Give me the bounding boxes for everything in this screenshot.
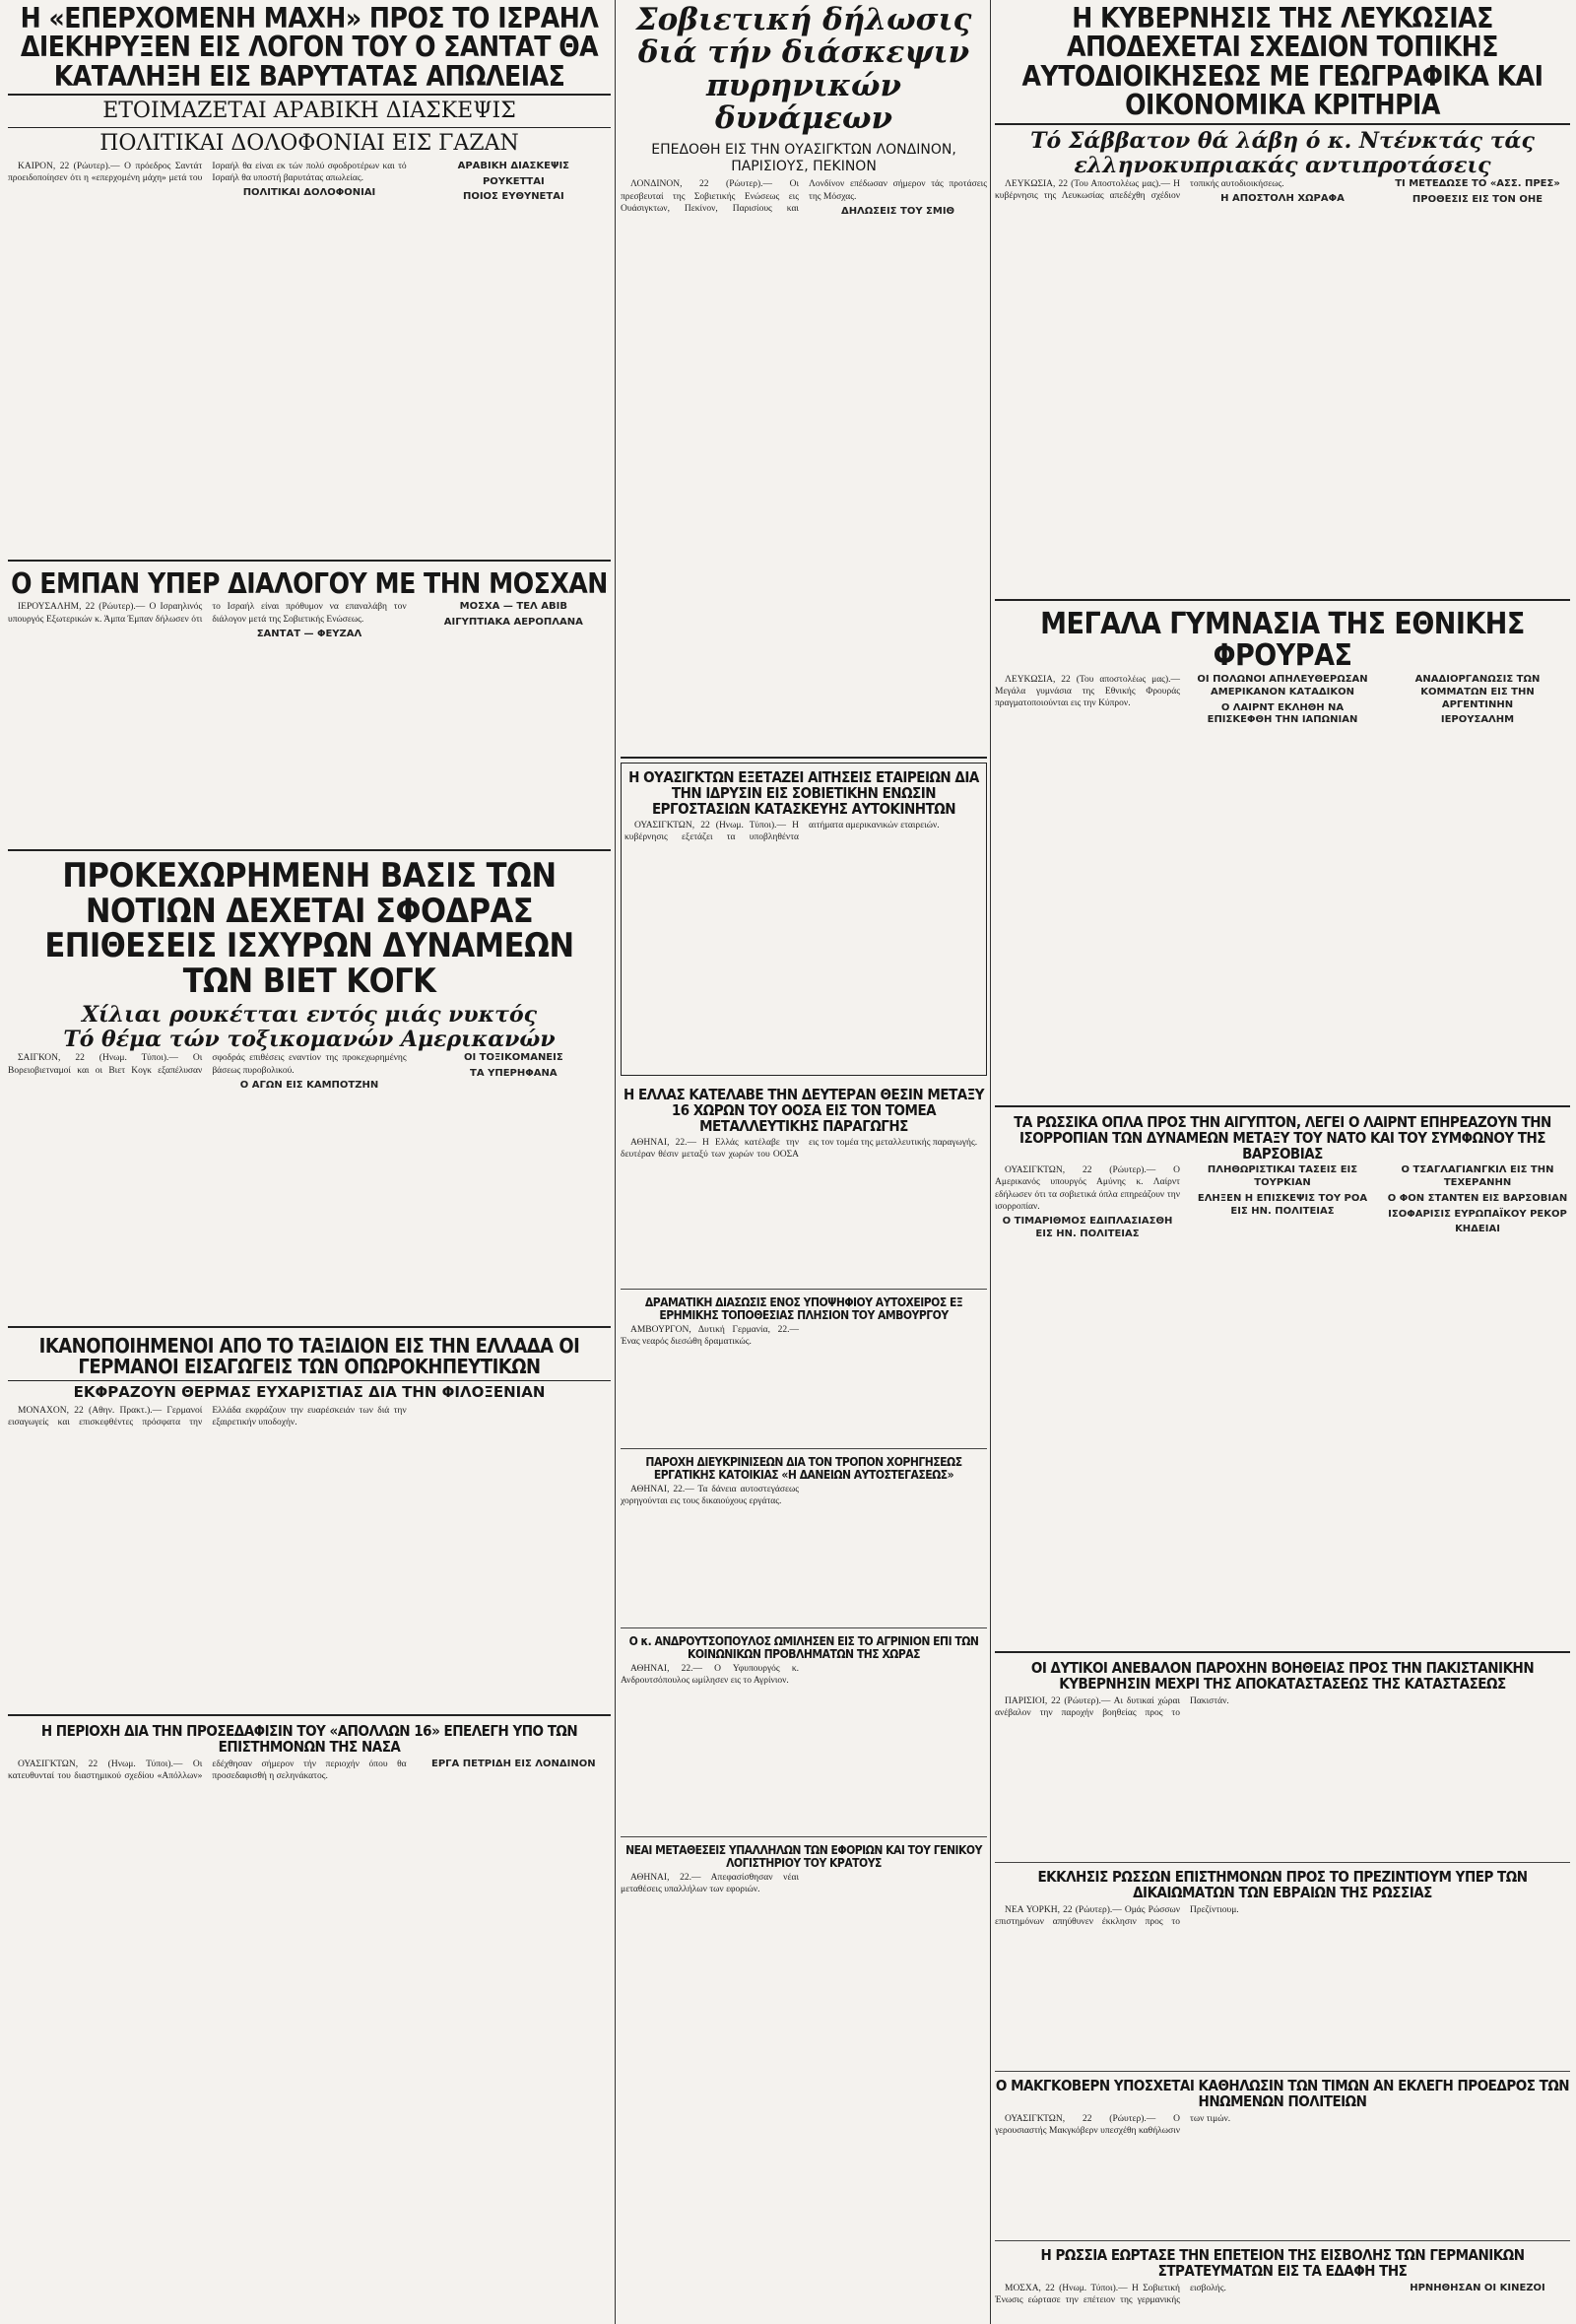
section-kicker: ΟΙ ΤΟΞΙΚΟΜΑΝΕΙΣ (463, 1052, 563, 1064)
right-column (995, 0, 1570, 2324)
article-body (995, 674, 1570, 1097)
section-kicker: ΤΑ ΥΠΕΡΗΦΑΝΑ (470, 1068, 558, 1080)
dateline: ΙΕΡΟΥΣΑΛΗΜ, 22 (Ρώυτερ).— Ο Ισραηλινός υπουργός Εξωτερικών κ. Άμπα Έμπαν δήλωσεν ότι το Ισραήλ είναι πρόθυμον να επαναλάβη τον διάλογον μετά της Σοβιετικής Ενώσεως. (8, 602, 407, 625)
divider (8, 849, 611, 851)
section-kicker: ΙΕΡΟΥΣΑΛΗΜ (1440, 714, 1515, 726)
column-rule (615, 0, 616, 2324)
headline: ΠΡΟΚΕΧΩΡΗΜΕΝΗ ΒΑΣΙΣ ΤΩΝ ΝΟΤΙΩΝ ΔΕΧΕΤΑΙ ΣΦΟΔΡΑΣ ΕΠΙΘΕΣΕΙΣ ΙΣΧΥΡΩΝ ΔΥΝΑΜΕΩΝ ΤΩΝ ΒΙΕΤ ΚΟΓΚ (44, 856, 574, 1002)
story-transfers (621, 1840, 987, 2136)
headline: ΔΡΑΜΑΤΙΚΗ ΔΙΑΣΩΣΙΣ ΕΝΟΣ ΥΠΟΨΗΦΙΟΥ ΑΥΤΟΧΕΙΡΟΣ ΕΞ ΕΡΗΜΙΚΗΣ ΤΟΠΟΘΕΣΙΑΣ ΠΛΗΣΙΟΝ ΤΟΥ ΑΜΒΟΥΡΓΟΥ (644, 1295, 963, 1322)
section-kicker: ΠΟΙΟΣ ΕΥΘΥΝΕΤΑΙ (462, 191, 564, 203)
headline: Η «ΕΠΕΡΧΟΜΕΝΗ ΜΑΧΗ» ΠΡΟΣ ΤΟ ΙΣΡΑΗΛ ΔΙΕΚΗΡΥΞΕΝ ΕΙΣ ΛΟΓΟΝ ΤΟΥ Ο ΣΑΝΤΑΤ ΘΑ ΚΑΤΑΛΗΞΗ ΕΙΣ ΒΑΡΥΤΑΤΑΣ ΑΠΩΛΕΙΑΣ (20, 2, 599, 93)
story-loans (621, 1452, 987, 1620)
section-kicker: ΔΗΛΩΣΕΙΣ ΤΟΥ ΣΜΙΘ (840, 205, 955, 217)
section-kicker: ΠΟΛΙΤΙΚΑΙ ΔΟΛΟΦΟΝΙΑΙ (242, 187, 376, 199)
headline: ΟΙ ΔΥΤΙΚΟΙ ΑΝΕΒΑΛΟΝ ΠΑΡΟΧΗΝ ΒΟΗΘΕΙΑΣ ΠΡΟΣ ΤΗΝ ΠΑΚΙΣΤΑΝΙΚΗΝ ΚΥΒΕΡΝΗΣΙΝ ΜΕΧΡΙ ΤΗΣ ΑΠΟΚΑΤΑΣΤΑΣΕΩΣ ΤΗΣ ΚΑΤΑΣΤΑΣΕΩΣ (1030, 1659, 1535, 1693)
story-russian-arms (995, 1111, 1570, 1643)
section-kicker: ΑΙΓΥΠΤΙΑΚΑ ΑΕΡΟΠΛΑΝΑ (443, 617, 583, 629)
story-thanks (8, 1332, 611, 1706)
dateline: ΑΘΗΝΑΙ, 22.— Ο Υφυπουργός κ. Ανδρουτσόπουλος ωμίλησεν εις το Αγρίνιον. (621, 1664, 799, 1687)
subheadline: ΕΠΕΔΟΘΗ ΕΙΣ ΤΗΝ ΟΥΑΣΙΓΚΤΩΝ ΛΟΝΔΙΝΟΝ, ΠΑΡΙΣΙΟΥΣ, ΠΕΚΙΝΟΝ (651, 141, 956, 174)
dateline: ΟΥΑΣΙΓΚΤΩΝ, 22 (Ηνωμ. Τύποι).— Οι κατευθυνταί του διαστημικού σχεδίου «Απόλλων» εδέχθησαν σήμερον τήν περιοχήν όπου θα προσεδαφισθή η σεληνάκατος. (8, 1759, 407, 1781)
article-body (8, 1052, 611, 1308)
section-kicker: Ο ΑΓΩΝ ΕΙΣ ΚΑΜΠΟΤΖΗΝ (239, 1079, 379, 1091)
story-mcgovern (995, 2075, 1570, 2232)
dateline: ΜΟΣΧΑ, 22 (Ηνωμ. Τύποι).— Η Σοβιετική Ένωσις εώρτασε την επέτειον της γερμανικής εισβολής. (995, 2283, 1226, 2305)
article-body (621, 1484, 987, 1602)
headline: ΕΚΚΛΗΣΙΣ ΡΩΣΣΩΝ ΕΠΙΣΤΗΜΟΝΩΝ ΠΡΟΣ ΤΟ ΠΡΕΖΙΝΤΙΟΥΜ ΥΠΕΡ ΤΩΝ ΔΙΚΑΙΩΜΑΤΩΝ ΤΩΝ ΕΒΡΑΙΩΝ ΤΗΣ ΡΩΣΣΙΑΣ (1037, 1868, 1528, 1901)
headline: ΙΚΑΝΟΠΟΙΗΜΕΝΟΙ ΑΠΟ ΤΟ ΤΑΞΙΔΙΟΝ ΕΙΣ ΤΗΝ ΕΛΛΑΔΑ ΟΙ ΓΕΡΜΑΝΟΙ ΕΙΣΑΓΩΓΕΙΣ ΤΩΝ ΟΠΩΡΟΚΗΠΕΥΤΙΚΩΝ (38, 1334, 580, 1378)
headline: Σοβιετική δήλωσις διά τήν διάσκεψιν πυρηνικών δυνάμεων (635, 2, 972, 137)
story-eban (8, 565, 611, 841)
middle-column (621, 0, 987, 2324)
story-hamburg (621, 1293, 987, 1440)
dateline: ΠΑΡΙΣΙΟΙ, 22 (Ρώυτερ).— Αι δυτικαί χώραι ανέβαλον την παροχήν βοηθείας προς το Πακιστάν. (995, 1695, 1229, 1718)
subheadline: Τό θέμα τών τοξικομανών Αμερικανών (63, 1027, 556, 1053)
dateline: ΛΕΥΚΩΣΙΑ, 22 (Του Αποστολέως μας).— Η κυβέρνησις της Λευκωσίας απεδέχθη σχέδιον τοπικής αυτοδιοικήσεως. (995, 179, 1284, 202)
article-body (621, 1663, 987, 1811)
section-kicker: ΤΙ ΜΕΤΕΔΩΣΕ ΤΟ «ΑΣΣ. ΠΡΕΣ» (1395, 178, 1560, 190)
dateline: ΑΘΗΝΑΙ, 22.— Τα δάνεια αυτοστεγάσεως χορηγούνται εις τους δικαιούχους εργάτας. (621, 1485, 799, 1507)
dateline: ΟΥΑΣΙΓΚΤΩΝ, 22 (Ρώυτερ).— Ο γερουσιαστής Μακγκόβερν υπεσχέθη καθήλωσιν των τιμών. (995, 2113, 1231, 2136)
headline: Η ΠΕΡΙΟΧΗ ΔΙΑ ΤΗΝ ΠΡΟΣΕΔΑΦΙΣΙΝ ΤΟΥ «ΑΠΟΛΛΩΝ 16» ΕΠΕΛΕΓΗ ΥΠΟ ΤΩΝ ΕΠΙΣΤΗΜΟΝΩΝ ΤΗΣ ΝΑΣΑ (40, 1722, 578, 1756)
dateline: ΝΕΑ ΥΟΡΚΗ, 22 (Ρώυτερ).— Ομάς Ρώσσων επιστημόνων απηύθυνεν έκκλησιν προς το Πρεζίντιουμ. (995, 1904, 1239, 1927)
article-body (621, 1324, 987, 1428)
divider (621, 1836, 987, 1837)
article-body (8, 601, 611, 828)
dateline: ΑΘΗΝΑΙ, 22.— Η Ελλάς κατέλαβε την δευτέραν θέσιν μεταξύ των χωρών του ΟΟΣΑ εις τον τομέα της μεταλλευτικής παραγωγής. (621, 1138, 978, 1161)
divider (8, 1326, 611, 1328)
headline: ΜΕΓΑΛΑ ΓΥΜΝΑΣΙΑ ΤΗΣ ΕΘΝΙΚΗΣ ΦΡΟΥΡΑΣ (1040, 607, 1525, 673)
dateline: ΛΕΥΚΩΣΙΑ, 22 (Του αποστολέως μας).— Μεγάλα γυμνάσια της Εθνικής Φρουράς πραγματοποιούνται εις την Κύπρον. (995, 675, 1180, 709)
story-sadat (8, 0, 611, 552)
headline: Η ΚΥΒΕΡΝΗΣΙΣ ΤΗΣ ΛΕΥΚΩΣΙΑΣ ΑΠΟΔΕΧΕΤΑΙ ΣΧΕΔΙΟΝ ΤΟΠΙΚΗΣ ΑΥΤΟΔΙΟΙΚΗΣΕΩΣ ΜΕ ΓΕΩΓΡΑΦΙΚΑ ΚΑΙ ΟΙΚΟΝΟΜΙΚΑ ΚΡΙΤΗΡΙΑ (1021, 2, 1543, 122)
article-body (995, 1164, 1570, 1627)
section-kicker: ΗΡΝΗΘΗΣΑΝ ΟΙ ΚΙΝΕΖΟΙ (1410, 2282, 1545, 2293)
article-body (995, 1695, 1570, 1824)
section-kicker: ΕΛΗΞΕΝ Η ΕΠΙΣΚΕΨΙΣ ΤΟΥ ΡΟΑ ΕΙΣ ΗΝ. ΠΟΛΙΤΕΙΑΣ (1197, 1192, 1368, 1217)
dateline: ΚΑΙΡΟΝ, 22 (Ρώυτερ).— Ο πρόεδρος Σαντάτ προειδοποίησεν ότι η «επερχομένη μάχη» μετά του Ισραήλ θα είναι εκ τών πολύ σφοδροτέρων και τό Ισραήλ θα υποστή βαρυτάτας απωλείας. (8, 161, 407, 183)
story-soviet-nuclear (621, 0, 987, 749)
divider (621, 1289, 987, 1290)
section-kicker: ΣΑΝΤΑΤ — ΦΕΥΖΑΛ (256, 628, 362, 639)
story-anniversary (995, 2244, 1570, 2324)
dateline: ΑΜΒΟΥΡΓΟΝ, Δυτική Γερμανία, 22.— Ένας νεαρός διεσώθη δραματικώς. (621, 1325, 799, 1348)
story-car-factories (621, 763, 987, 1076)
section-kicker: ΠΡΟΘΕΣΙΣ ΕΙΣ ΤΟΝ ΟΗΕ (1412, 193, 1543, 205)
left-column (8, 0, 611, 2324)
subheadline: ΠΟΛΙΤΙΚΑΙ ΔΟΛΟΦΟΝΙΑΙ ΕΙΣ ΓΑΖΑΝ (8, 127, 611, 156)
subheadline: ΕΚΦΡΑΖΟΥΝ ΘΕΡΜΑΣ ΕΥΧΑΡΙΣΤΙΑΣ ΔΙΑ ΤΗΝ ΦΙΛΟΞΕΝΙΑΝ (8, 1380, 611, 1401)
article-body (995, 2113, 1570, 2212)
story-apollo (8, 1720, 611, 2232)
divider (8, 1714, 611, 1716)
section-kicker: ΡΟΥΚΕΤΤΑΙ (482, 175, 545, 187)
dateline: ΟΥΑΣΙΓΚΤΩΝ, 22 (Ηνωμ. Τύποι).— Η κυβέρνησις εξετάζει τα υποβληθέντα αιτήματα αμερικανικών εταιρειών. (624, 821, 940, 843)
article-body (621, 1872, 987, 2118)
divider (621, 757, 987, 759)
section-kicker: ΠΛΗΘΩΡΙΣΤΙΚΑΙ ΤΑΣΕΙΣ ΕΙΣ ΤΟΥΡΚΙΑΝ (1207, 1164, 1358, 1189)
headline: ΤΑ ΡΩΣΣΙΚΑ ΟΠΛΑ ΠΡΟΣ ΤΗΝ ΑΙΓΥΠΤΟΝ, ΛΕΓΕΙ Ο ΛΑΙΡΝΤ ΕΠΗΡΕΑΖΟΥΝ ΤΗΝ ΙΣΟΡΡΟΠΙΑΝ ΤΩΝ ΔΥΝΑΜΕΩΝ ΜΕΤΑΞΥ ΤΟΥ ΝΑΤΟ ΚΑΙ ΤΟΥ ΣΥΜΦΩΝΟΥ ΤΗΣ ΒΑΡΣΟΒΙΑΣ (1014, 1113, 1551, 1162)
subheadline: Χίλιαι ρουκέτται εντός μιάς νυκτός (81, 1001, 538, 1028)
article-body (8, 1759, 611, 2192)
headline: Ο ΜΑΚΓΚΟΒΕΡΝ ΥΠΟΣΧΕΤΑΙ ΚΑΘΗΛΩΣΙΝ ΤΩΝ ΤΙΜΩΝ ΑΝ ΕΚΛΕΓΗ ΠΡΟΕΔΡΟΣ ΤΩΝ ΗΝΩΜΕΝΩΝ ΠΟΛΙΤΕΙΩΝ (995, 2077, 1570, 2110)
dateline: ΜΟΝΑΧΟΝ, 22 (Αθην. Πρακτ.).— Γερμανοί εισαγωγείς και επισκεφθέντες πρόσφατα την Ελλάδα εκφράζουν την ευαρέσκειάν των διά την εξαιρετικήν υποδοχήν. (8, 1406, 407, 1428)
section-kicker: ΙΣΟΦΑΡΙΣΙΣ ΕΥΡΩΠΑΪΚΟΥ ΡΕΚΟΡ (1388, 1208, 1567, 1220)
story-metallurgy (621, 1084, 987, 1281)
column-rule (990, 0, 991, 2324)
section-kicker: Ο ΦΟΝ ΣΤΑΝΤΕΝ ΕΙΣ ΒΑΡΣΟΒΙΑΝ (1387, 1192, 1568, 1204)
divider (621, 1448, 987, 1449)
headline: Η ΟΥΑΣΙΓΚΤΩΝ ΕΞΕΤΑΖΕΙ ΑΙΤΗΣΕΙΣ ΕΤΑΙΡΕΙΩΝ ΔΙΑ ΤΗΝ ΙΔΡΥΣΙΝ ΕΙΣ ΣΟΒΙΕΤΙΚΗΝ ΕΝΩΣΙΝ ΕΡΓΟΣΤΑΣΙΩΝ ΚΑΤΑΣΚΕΥΗΣ ΑΥΤΟΚΙΝΗΤΩΝ (628, 768, 979, 818)
divider (995, 2071, 1570, 2072)
headline: ΠΑΡΟΧΗ ΔΙΕΥΚΡΙΝΙΣΕΩΝ ΔΙΑ ΤΟΝ ΤΡΟΠΟΝ ΧΟΡΗΓΗΣΕΩΣ ΕΡΓΑΤΙΚΗΣ ΚΑΤΟΙΚΙΑΣ «Η ΔΑΝΕΙΩΝ ΑΥΤΟΣΤΕΓΑΣΕΩΣ» (645, 1455, 962, 1482)
story-vietnam (8, 855, 611, 1318)
dateline: ΣΑΙΓΚΟΝ, 22 (Ηνωμ. Τύποι).— Οι Βορειοβιετναμοί και οι Βιετ Κογκ εξαπέλυσαν σφοδράς επιθέσεις εναντίον της προκεχωρημένης βάσεως πυροβολικού. (8, 1053, 407, 1076)
section-kicker: Ο ΛΑΙΡΝΤ ΕΚΛΗΘΗ ΝΑ ΕΠΙΣΚΕΦΘΗ ΤΗΝ ΙΑΠΩΝΙΑΝ (1207, 701, 1358, 726)
divider (995, 1105, 1570, 1107)
section-kicker: Ο ΤΣΑΓΛΑΓΙΑΝΓΚΙΛ ΕΙΣ ΤΗΝ ΤΕΧΕΡΑΝΗΝ (1401, 1164, 1554, 1189)
article-body (8, 1405, 611, 1691)
subheadline: ΕΤΟΙΜΑΖΕΤΑΙ ΑΡΑΒΙΚΗ ΔΙΑΣΚΕΨΙΣ (8, 94, 611, 123)
story-pakistan (995, 1657, 1570, 1854)
article-body (995, 178, 1570, 591)
section-kicker: ΑΡΑΒΙΚΗ ΔΙΑΣΚΕΨΙΣ (457, 160, 570, 171)
divider (995, 1862, 1570, 1863)
headline: Ο ΕΜΠΑΝ ΥΠΕΡ ΔΙΑΛΟΓΟΥ ΜΕ ΤΗΝ ΜΟΣΧΑΝ (11, 567, 608, 600)
dateline: ΛΟΝΔΙΝΟΝ, 22 (Ρώυτερ).— Οι πρεσβευταί της Σοβιετικής Ενώσεως εις Ουάσιγκτων, Πεκίνον, Παρισίους και Λονδίνον επέδωσαν σήμερον τάς προτάσεις της Μόσχας. (621, 179, 987, 214)
headline: Ο κ. ΑΝΔΡΟΥΤΣΟΠΟΥΛΟΣ ΩΜΙΛΗΣΕΝ ΕΙΣ ΤΟ ΑΓΡΙΝΙΟΝ ΕΠΙ ΤΩΝ ΚΟΙΝΩΝΙΚΩΝ ΠΡΟΒΛΗΜΑΤΩΝ ΤΗΣ ΧΩΡΑΣ (628, 1634, 979, 1661)
divider (8, 560, 611, 562)
story-androutsopoulos (621, 1631, 987, 1828)
story-scientists (995, 1866, 1570, 2063)
article-body (8, 161, 611, 552)
section-kicker: ΚΗΔΕΙΑΙ (1455, 1224, 1500, 1235)
subheadline: Τό Σάββατον θά λάβη ό κ. Ντένκτάς τάς ελληνοκυπριακάς αντιπροτάσεις (995, 123, 1570, 179)
section-kicker: Ο ΤΙΜΑΡΙΘΜΟΣ ΕΔΙΠΛΑΣΙΑΣΘΗ ΕΙΣ ΗΝ. ΠΟΛΙΤΕΙΑΣ (1002, 1215, 1173, 1239)
article-body (621, 178, 987, 749)
headline: ΝΕΑΙ ΜΕΤΑΘΕΣΕΙΣ ΥΠΑΛΛΗΛΩΝ ΤΩΝ ΕΦΟΡΙΩΝ ΚΑΙ ΤΟΥ ΓΕΝΙΚΟΥ ΛΟΓΙΣΤΗΡΙΟΥ ΤΟΥ ΚΡΑΤΟΥΣ (625, 1843, 982, 1870)
story-cyprus (995, 0, 1570, 591)
section-kicker: ΟΙ ΠΟΛΩΝΟΙ ΑΠΗΛΕΥΘΕΡΩΣΑΝ ΑΜΕΡΙΚΑΝΟΝ ΚΑΤΑΔΙΚΟΝ (1197, 674, 1368, 697)
article-body (995, 1904, 1570, 2042)
divider (995, 599, 1570, 601)
dateline: ΑΘΗΝΑΙ, 22.— Απεφασίσθησαν νέαι μεταθέσεις υπαλλήλων των εφοριών. (621, 1873, 799, 1895)
headline: Η ΕΛΛΑΣ ΚΑΤΕΛΑΒΕ ΤΗΝ ΔΕΥΤΕΡΑΝ ΘΕΣΙΝ ΜΕΤΑΞΥ 16 ΧΩΡΩΝ ΤΟΥ ΟΟΣΑ ΕΙΣ ΤΟΝ ΤΟΜΕΑ ΜΕΤΑΛΛΕΥΤΙΚΗΣ ΠΑΡΑΓΩΓΗΣ (623, 1086, 985, 1135)
section-kicker: ΑΝΑΔΙΟΡΓΑΝΩΣΙΣ ΤΩΝ ΚΟΜΜΑΤΩΝ ΕΙΣ ΤΗΝ ΑΡΓΕΝΤΙΝΗΝ (1414, 674, 1541, 710)
divider (621, 1627, 987, 1628)
article-body (621, 1137, 987, 1275)
article-body (995, 2283, 1570, 2324)
headline: Η ΡΩΣΣΙΑ ΕΩΡΤΑΣΕ ΤΗΝ ΕΠΕΤΕΙΟΝ ΤΗΣ ΕΙΣΒΟΛΗΣ ΤΩΝ ΓΕΡΜΑΝΙΚΩΝ ΣΤΡΑΤΕΥΜΑΤΩΝ ΕΙΣ ΤΑ ΕΔΑΦΗ ΤΗΣ (1040, 2246, 1525, 2280)
dateline: ΟΥΑΣΙΓΚΤΩΝ, 22 (Ρώυτερ).— Ο Αμερικανός υπουργός Αμύνης κ. Λαίρντ εδήλωσεν ότι τα σοβιετικά όπλα επηρεάζουν την ισορροπίαν. (995, 1165, 1180, 1212)
section-kicker: ΕΡΓΑ ΠΕΤΡΙΔΗ ΕΙΣ ΛΟΝΔΙΝΟΝ (431, 1758, 596, 1769)
divider (995, 2240, 1570, 2241)
story-national-guard (995, 605, 1570, 1097)
divider (995, 1651, 1570, 1653)
section-kicker: Η ΑΠΟΣΤΟΛΗ ΧΩΡΑΦΑ (1220, 193, 1345, 205)
article-body (624, 820, 983, 1046)
section-kicker: ΜΟΣΧΑ — ΤΕΛ ΑΒΙΒ (459, 601, 567, 613)
